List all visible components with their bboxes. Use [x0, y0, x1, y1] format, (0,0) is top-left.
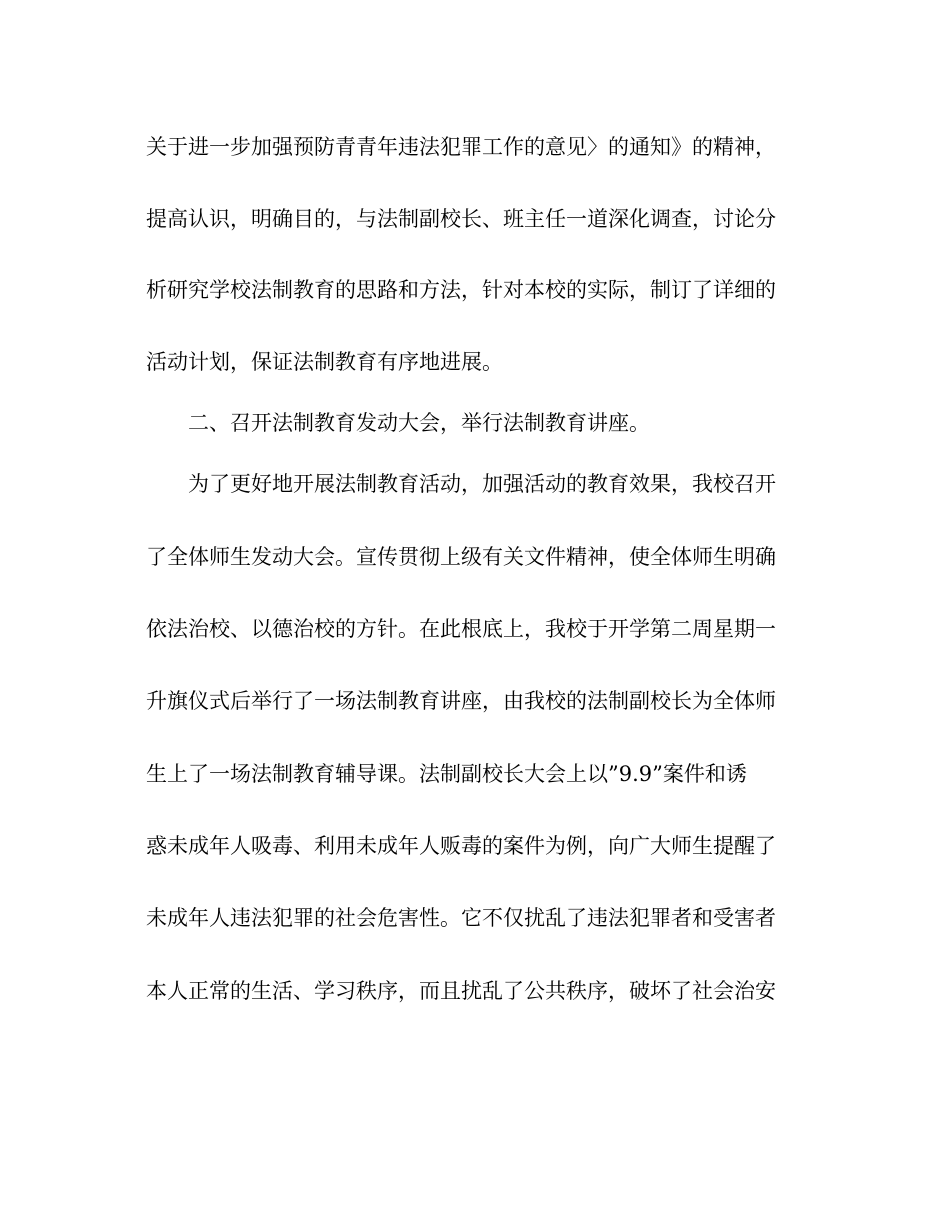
paragraph-first-line: 为了更好地开展法制教育活动，加强活动的教育效果，我校召开: [188, 472, 776, 496]
text-line: 生上了一场法制教育辅导课。法制副校长大会上以”9.9”案件和诱: [146, 762, 747, 786]
text-line: 析研究学校法制教育的思路和方法，针对本校的实际，制订了详细的: [146, 278, 776, 302]
text-line: 了全体师生发动大会。宣传贯彻上级有关文件精神，使全体师生明确: [146, 545, 776, 569]
text-line: 活动计划，保证法制教育有序地进展。: [146, 350, 503, 374]
text-line: 提高认识，明确目的，与法制副校长、班主任一道深化调查，讨论分: [146, 207, 776, 231]
section-heading: 二、召开法制教育发动大会，举行法制教育讲座。: [188, 411, 650, 435]
text-line: 本人正常的生活、学习秩序，而且扰乱了公共秩序，破坏了社会治安: [146, 979, 776, 1003]
text-line: 关于进一步加强预防青青年违法犯罪工作的意见〉的通知》的精神，: [146, 135, 776, 159]
text-line: 依法治校、以德治校的方针。在此根底上，我校于开学第二周星期一: [146, 617, 776, 641]
text-line: 未成年人违法犯罪的社会危害性。它不仅扰乱了违法犯罪者和受害者: [146, 906, 776, 930]
text-line: 惑未成年人吸毒、利用未成年人贩毒的案件为例，向广大师生提醒了: [146, 834, 776, 858]
text-line: 升旗仪式后举行了一场法制教育讲座，由我校的法制副校长为全体师: [146, 689, 776, 713]
